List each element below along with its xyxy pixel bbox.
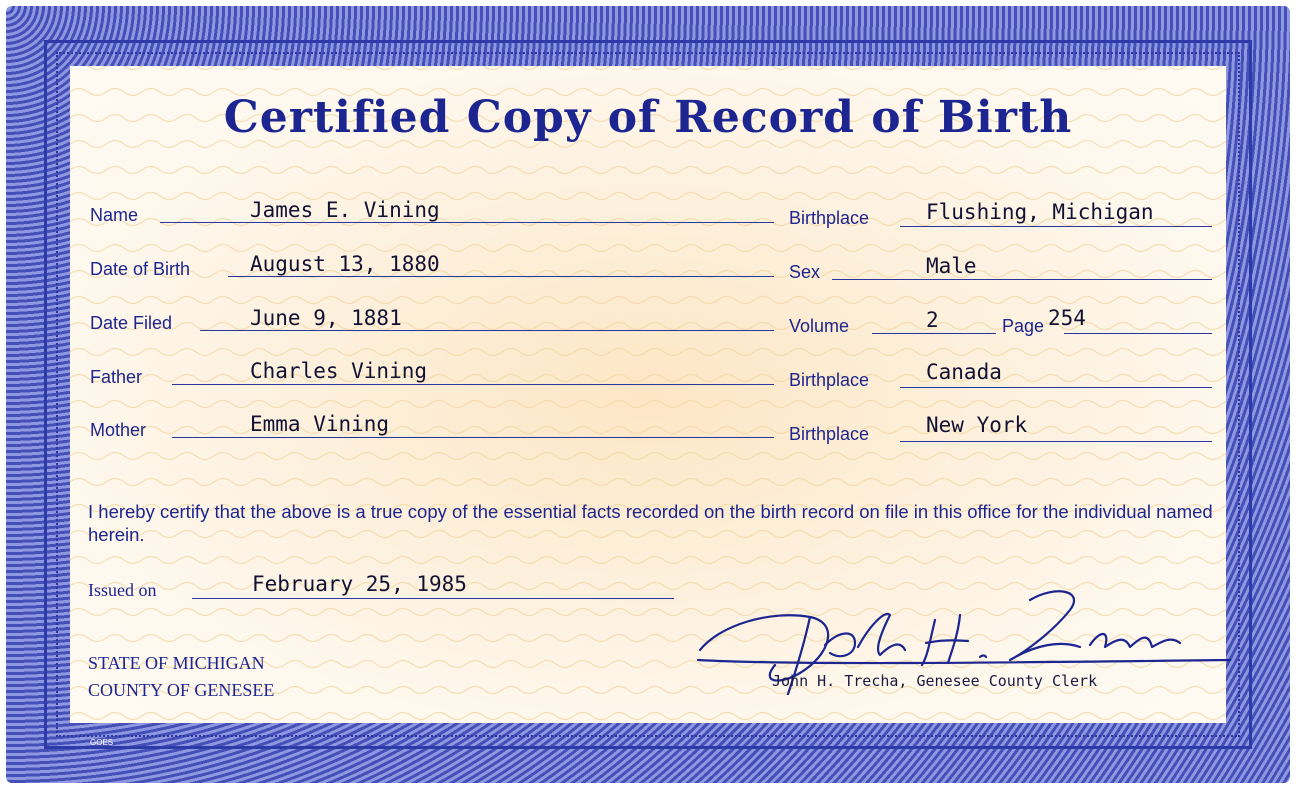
dob-line: [228, 276, 774, 277]
date-filed-line: [200, 330, 774, 331]
mother-birthplace-value: New York: [926, 413, 1028, 437]
volume-line: [872, 333, 996, 334]
page-title: Certified Copy of Record of Birth: [223, 92, 1073, 143]
printer-mark: GOES: [90, 738, 114, 747]
birthplace-value: Flushing, Michigan: [926, 200, 1154, 224]
state-name: STATE OF MICHIGAN: [88, 653, 265, 673]
page-value: 254: [1048, 306, 1086, 330]
sex-line: [832, 279, 1212, 280]
mother-birthplace-label: Birthplace: [789, 424, 870, 444]
volume-value: 2: [926, 308, 939, 332]
mother-line: [172, 437, 774, 438]
clerk-name: John H. Trecha, Genesee County Clerk: [772, 672, 1098, 690]
birthplace-label: Birthplace: [789, 208, 870, 228]
name-line: [160, 222, 774, 223]
mother-label: Mother: [90, 420, 147, 440]
birthplace-line: [900, 226, 1212, 227]
father-value: Charles Vining: [250, 359, 428, 383]
certification-statement: I hereby certify that the above is a true copy of the essential facts recorded on the birth record on file in this office for the individual named herein.: [88, 501, 1213, 545]
county-name: COUNTY OF GENESEE: [88, 680, 275, 700]
dob-label: Date of Birth: [90, 259, 191, 279]
issued-value: February 25, 1985: [252, 572, 467, 596]
sex-value: Male: [926, 254, 977, 278]
issued-line: [192, 598, 674, 599]
date-filed-value: June 9, 1881: [250, 306, 402, 330]
name-value: James E. Vining: [250, 198, 440, 222]
sex-label: Sex: [789, 262, 821, 282]
father-line: [172, 384, 774, 385]
page-label: Page: [1002, 316, 1045, 336]
volume-label: Volume: [789, 316, 850, 336]
issued-label: Issued on: [88, 580, 157, 600]
dob-value: August 13, 1880: [250, 252, 440, 276]
name-label: Name: [90, 205, 139, 225]
father-birthplace-line: [900, 387, 1212, 388]
mother-birthplace-line: [900, 441, 1212, 442]
page-line: [1064, 333, 1212, 334]
father-birthplace-label: Birthplace: [789, 370, 870, 390]
father-birthplace-value: Canada: [926, 360, 1002, 384]
mother-value: Emma Vining: [250, 412, 390, 436]
father-label: Father: [90, 367, 143, 387]
date-filed-label: Date Filed: [90, 313, 173, 333]
